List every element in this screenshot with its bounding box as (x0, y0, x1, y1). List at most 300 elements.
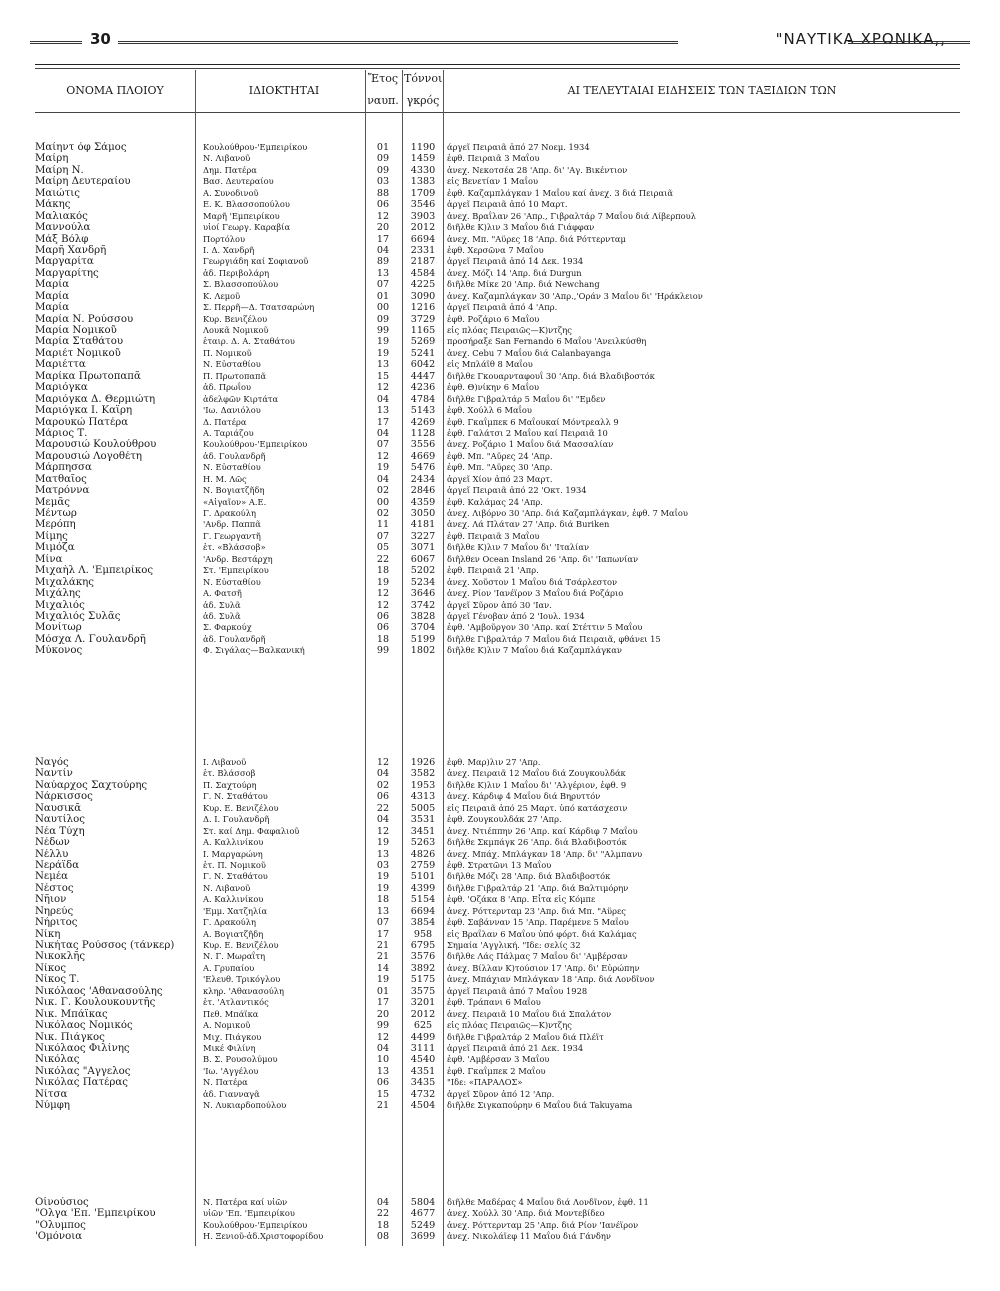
year-built: 15 (376, 370, 390, 382)
ship-name: Νίκη (35, 928, 61, 940)
year-built: 00 (376, 496, 390, 508)
owner: Α. Γρυπαίου (203, 962, 255, 973)
gross-tons: 4826 (410, 848, 436, 860)
latest-news: ἀργεῖ Πειραιᾶ ἀπό 10 Μαρτ. (447, 199, 568, 210)
table-row (35, 554, 960, 565)
ship-name: Μαρία Ν. Ρούσσου (35, 313, 134, 325)
table-row (35, 634, 960, 645)
ship-name: Μαννούλα (35, 222, 91, 234)
owner: Α. Συνοδινοῦ (203, 187, 259, 198)
gross-tons: 3227 (410, 530, 436, 542)
year-built: 09 (376, 313, 390, 325)
year-built: 12 (376, 450, 390, 462)
gross-tons: 4784 (410, 393, 436, 405)
gross-tons: 4236 (410, 382, 436, 394)
ship-name: Νῆιον (35, 894, 67, 906)
latest-news: ἀργεῖ Γένοβαν ἀπό 2 'Ιουλ. 1934 (447, 610, 585, 621)
owner: Δ. Πατέρα (203, 416, 247, 427)
table-row (35, 279, 960, 290)
gross-tons: 3699 (410, 1231, 436, 1243)
gross-tons: 4269 (410, 416, 436, 428)
owner: ἀδ. Πρωΐου (203, 382, 252, 393)
owner: ἑτ. Π. Νομικοῦ (203, 859, 266, 870)
table-row (35, 611, 960, 622)
table-row (35, 803, 960, 814)
year-built: 14 (376, 962, 390, 974)
year-built: 18 (376, 565, 390, 577)
ship-name: Νικ. Πιάγκος (35, 1031, 105, 1043)
latest-news: ἐφθ. Γκαΐμπεκ 2 Μαΐου (447, 1065, 546, 1076)
table-row (35, 485, 960, 496)
col-tons-bottom: γκρός (406, 94, 440, 107)
latest-news: ἀνεχ. Νικολάϊεφ 11 Μαΐου διά Γάνδην (447, 1231, 611, 1242)
owner: Ν. Εὐσταθίου (203, 462, 261, 473)
gross-tons: 4677 (410, 1208, 436, 1220)
table-row (35, 325, 960, 336)
gross-tons: 3201 (410, 997, 436, 1009)
gross-tons: 5269 (410, 336, 436, 348)
ship-name: Μαίηντ όφ Σάμος (35, 142, 127, 153)
table-row (35, 394, 960, 405)
ship-name: Μαρουσιώ Λογοθέτη (35, 450, 142, 462)
gross-tons: 6067 (410, 553, 436, 565)
owner: Ν. Λυκιαρδοπούλου (203, 1100, 287, 1111)
latest-news: εἰς Βραΐλαν 6 Μαΐου ὑπό φόρτ. διά Καλάμας (447, 928, 637, 939)
year-built: 22 (376, 553, 390, 565)
owner: κληρ. 'Αθανασούλη (203, 985, 285, 996)
owner: Σ. Φαρκούχ (203, 622, 252, 633)
table-row (35, 768, 960, 779)
table-row (35, 1032, 960, 1043)
gross-tons: 3531 (410, 814, 436, 826)
year-built: 13 (376, 848, 390, 860)
ship-name: Μόσχα Λ. Γουλανδρῆ (35, 633, 146, 645)
gross-tons: 5241 (410, 347, 436, 359)
latest-news: ἀνεχ. Ροζάριο 1 Μαΐου διά Μασσαλίαν (447, 439, 614, 450)
year-built: 01 (376, 142, 390, 153)
table-row (35, 245, 960, 256)
owner: Ν. Λιβανοῦ (203, 882, 251, 893)
year-built: 06 (376, 791, 390, 803)
owner: Α. Βογιατζῆδη (203, 928, 264, 939)
col-news: ΑΙ ΤΕΛΕΥΤΑΙΑΙ ΕΙΔΗΣΕΙΣ ΤΩΝ ΤΑΞΙΔΙΩΝ ΤΩΝ (567, 84, 837, 97)
owner: Κυρ. Βενιζέλου (203, 313, 268, 324)
ship-name: Νικ. Μπάϊκας (35, 1008, 108, 1020)
year-built: 22 (376, 802, 390, 814)
table-header (35, 72, 960, 112)
year-built: 07 (376, 279, 390, 291)
owner: Γεωργιάδη καί Σοφιανοῦ (203, 256, 309, 267)
gross-tons: 2012 (410, 222, 436, 234)
table-row (35, 359, 960, 370)
latest-news: ἐφθ. Μαρ)λιν 27 'Απρ. (447, 757, 541, 767)
ship-name: Νικόλαος Φιλίνης (35, 1042, 130, 1054)
year-built: 02 (376, 779, 390, 791)
owner: Φ. Σιγάλας—Βαλκανική (203, 645, 305, 656)
gross-tons: 1926 (410, 757, 436, 768)
latest-news: ἀργεῖ Πειραιᾶ ἀπό 7 Μαΐου 1928 (447, 985, 588, 996)
owner: Α. Νομικοῦ (203, 1020, 251, 1031)
ship-name: Νικοκλῆς (35, 951, 86, 963)
ship-name: Ματθαῖος (35, 473, 87, 485)
year-built: 17 (376, 233, 390, 245)
table-row (35, 940, 960, 951)
latest-news: ἐφθ. Ζουγκουλδάκ 27 'Απρ. (447, 814, 562, 825)
ship-name: Μαρία (35, 290, 70, 302)
ship-name: Μιχαλιός (35, 599, 85, 611)
latest-news: ἀνεχ. Βραΐλαν 26 'Απρ., Γιβραλτάρ 7 Μαΐου διά Λίβερπουλ (447, 210, 696, 221)
latest-news: διῆλθε Σκμπάγκ 26 'Απρ. διά Βλαδιβοστόκ (447, 837, 627, 848)
ship-name: Μαρία Σταθάτου (35, 336, 124, 348)
table-row (35, 588, 960, 599)
latest-news: διῆλθε Γιβραλτάρ 21 'Απρ. διά Βαλτιμόρην (447, 882, 629, 893)
table-row (35, 645, 960, 656)
year-built: 07 (376, 439, 390, 451)
owner: Κυρ. Ε. Βενιζέλου (203, 802, 279, 813)
year-built: 22 (376, 1208, 390, 1220)
latest-news: ἀργεῖ Πειραιᾶ ἀπό 21 Δεκ. 1934 (447, 1042, 584, 1053)
owner: 'Ιω. Δανιόλου (203, 405, 261, 416)
owner: Κουλούθρου-'Εμπειρίκου (203, 439, 308, 450)
year-built: 06 (376, 622, 390, 634)
gross-tons: 6694 (410, 233, 436, 245)
table-row (35, 600, 960, 611)
latest-news: ἀνεχ. Ντιέππην 26 'Απρ. καί Κάρδιφ 7 Μαΐου (447, 825, 638, 836)
owner: Στ. καί Δημ. Φαφαλιοῦ (203, 825, 300, 836)
latest-news: διῆλθε Σιγκαπούρην 6 Μαΐου διά Takuyama (447, 1100, 633, 1111)
gross-tons: 3546 (410, 199, 436, 211)
table-row (35, 188, 960, 199)
ship-name: Μαλιακός (35, 210, 88, 222)
year-built: 12 (376, 757, 390, 768)
ship-name: Μεμᾶς (35, 496, 70, 508)
ship-name: Μιχαὴλ Λ. 'Εμπειρίκος (35, 565, 154, 577)
year-built: 19 (376, 336, 390, 348)
owner: 'Εμμ. Χατζηλία (203, 905, 268, 916)
owner: ἀδ. Γουλανδρῆ (203, 633, 266, 644)
table-row (35, 462, 960, 473)
year-built: 17 (376, 928, 390, 940)
ship-name: Νικόλαος 'Αθανασούλης (35, 985, 163, 997)
ship-name: Νεμέα (35, 871, 68, 883)
latest-news: ἀνεχ. Βίλλαν Κ)τούσιον 17 'Απρ. δι' Εὐρώπην (447, 962, 640, 973)
latest-news: "Ιδε: «ΠΑΡΑΛΟΣ» (447, 1077, 523, 1088)
ship-name: Μαρουσιώ Κουλούθρου (35, 439, 157, 451)
latest-news: διῆλθε Κ)λιν 1 Μαΐου δι' 'Αλγέριον, ἐφθ. 9 (447, 779, 627, 790)
year-built: 19 (376, 974, 390, 986)
year-built: 17 (376, 416, 390, 428)
ship-name: Μάξ Βόλφ (35, 233, 89, 245)
gross-tons: 4499 (410, 1031, 436, 1043)
year-built: 01 (376, 985, 390, 997)
latest-news: ἐφθ. Σαβάνναν 15 'Απρ. Παρέμενε 5 Μαΐου (447, 917, 629, 928)
gross-tons: 4584 (410, 267, 436, 279)
table-row (35, 256, 960, 267)
gross-tons: 1383 (410, 176, 436, 188)
year-built: 07 (376, 530, 390, 542)
table-row (35, 1197, 960, 1208)
gross-tons: 2846 (410, 485, 436, 497)
owner: Ε. Κ. Βλασσοπούλου (203, 199, 290, 210)
table-row (35, 997, 960, 1008)
ship-name: "Ολυμπος (35, 1219, 86, 1231)
year-built: 13 (376, 1065, 390, 1077)
table-row (35, 222, 960, 233)
latest-news: διῆλθεν Ocean Insland 26 'Απρ. δι' 'Ιαπωνίαν (447, 553, 639, 564)
table-row (35, 439, 960, 450)
year-built: 15 (376, 1088, 390, 1100)
latest-news: ἐφθ. Ροζάριο 6 Μαΐου (447, 313, 540, 324)
gross-tons: 5804 (410, 1197, 436, 1208)
ship-name: Νέα Τύχη (35, 825, 85, 837)
latest-news: εἰς Βενετίαν 1 Μαΐου (447, 176, 539, 187)
ship-name: Ναγός (35, 757, 69, 768)
year-built: 12 (376, 825, 390, 837)
gross-tons: 5202 (410, 565, 436, 577)
owner: «Αἰγαῖον» Α.Ε. (203, 496, 267, 507)
ship-name: Μαριόγκα (35, 382, 88, 394)
owner: Ι. Λιβανοῦ (203, 757, 247, 767)
year-built: 08 (376, 1231, 390, 1243)
latest-news: ἐφθ. Θ)νίκην 6 Μαΐου (447, 382, 540, 393)
owner: ἑτ. Βλάσσοβ (203, 768, 256, 779)
ship-name: Νίτσα (35, 1088, 68, 1100)
gross-tons: 3903 (410, 210, 436, 222)
year-built: 21 (376, 951, 390, 963)
owner: Η. Μ. Λῶς (203, 473, 247, 484)
year-built: 06 (376, 610, 390, 622)
gross-tons: 5263 (410, 837, 436, 849)
running-header (30, 30, 970, 52)
latest-news: ἀνεχ. Μπάχ. Μπλάγκαν 18 'Απρ. δι' "Αλμπανυ (447, 848, 643, 859)
latest-news: ἐφθ. Πειραιᾶ 21 'Απρ. (447, 565, 539, 576)
owner: Μικέ Φιλίνη (203, 1042, 256, 1053)
gross-tons: 2331 (410, 244, 436, 256)
latest-news: διῆλθε Μόζι 28 'Απρ. διά Βλαδιβοστόκ (447, 871, 611, 882)
gross-tons: 1709 (410, 187, 436, 199)
latest-news: εἰς Πειραιᾶ ἀπό 25 Μαρτ. ὑπό κατάσχεσιν (447, 802, 628, 813)
owner: υἱοί Γεωργ. Καραβία (203, 222, 291, 233)
latest-news: διῆλθε Μίκε 20 'Απρ. διά Newchang (447, 279, 600, 290)
owner: Ν. Λιβανοῦ (203, 153, 251, 164)
ship-name: 'Ομόνοια (35, 1231, 83, 1243)
latest-news: εἰς Μπλάϊθ 8 Μαΐου (447, 359, 533, 370)
table-row (35, 757, 960, 768)
ship-name: Μαρῆ Χανδρῆ (35, 244, 107, 256)
year-built: 04 (376, 244, 390, 256)
owner: Α. Ταριάζου (203, 427, 254, 438)
owner: Π. Πρωτοπαπᾶ (203, 370, 267, 381)
ship-name: Νύμφη (35, 1100, 70, 1112)
gross-tons: 4313 (410, 791, 436, 803)
gross-tons: 5234 (410, 576, 436, 588)
latest-news: ἀνεχ. Ρόττερνταμ 23 'Απρ. διά Μπ. "Αϋρες (447, 905, 626, 916)
table-row (35, 268, 960, 279)
table-row (35, 1220, 960, 1231)
gross-tons: 3646 (410, 588, 436, 600)
group-m (35, 142, 960, 657)
gross-tons: 4504 (410, 1100, 436, 1112)
table-row (35, 951, 960, 962)
latest-news: ἀνεχ. Cebu 7 Μαΐου διά Calanbayanga (447, 347, 611, 358)
owner: Π. Σαχτούρη (203, 779, 257, 790)
year-built: 04 (376, 1042, 390, 1054)
latest-news: ἐφθ. Τράπανι 6 Μαΐου (447, 997, 541, 1008)
table-row (35, 371, 960, 382)
latest-news: ἐφθ. Καζαμπλάγκαν 1 Μαΐου καί ἀνεχ. 3 διά Πειραιᾶ (447, 187, 673, 198)
year-built: 05 (376, 542, 390, 554)
ship-name: Μιχαλάκης (35, 576, 94, 588)
owner: Κυρ. Ε. Βενιζέλου (203, 940, 279, 950)
latest-news: διῆλθε Λάς Πάλμας 7 Μαΐου δι' 'Αμβέρσαν (447, 951, 628, 962)
gross-tons: 4669 (410, 450, 436, 462)
table-row (35, 577, 960, 588)
gross-tons: 5199 (410, 633, 436, 645)
year-built: 12 (376, 210, 390, 222)
gross-tons: 1459 (410, 153, 436, 165)
latest-news: ἀνεχ. Χοῦστον 1 Μαΐου διά Τσάρλεστον (447, 576, 618, 587)
owner: Πεθ. Μπάϊκα (203, 1008, 259, 1019)
owner: Κ. Λεμοῦ (203, 290, 241, 301)
year-built: 21 (376, 940, 390, 951)
owner: Ν. Βογιατζῆδη (203, 485, 265, 496)
gross-tons: 1165 (410, 325, 436, 336)
year-built: 10 (376, 1054, 390, 1066)
table-row (35, 986, 960, 997)
owner: ἑταιρ. Δ. Α. Σταθάτου (203, 336, 295, 347)
gross-tons: 3576 (410, 951, 436, 963)
latest-news: εἰς πλόας Πειραιῶς—Κ)ντζης (447, 1020, 572, 1031)
year-built: 13 (376, 405, 390, 417)
owner: ἑτ. 'Ατλαντικός (203, 997, 269, 1008)
owner: Λουκᾶ Νομικοῦ (203, 325, 269, 335)
ship-name: Νεράϊδα (35, 859, 80, 871)
table-row (35, 176, 960, 187)
latest-news: ἐφθ. Στρατῶνι 13 Μαΐου (447, 859, 552, 870)
latest-news: ἀργεῖ Χίον ἀπό 23 Μαρτ. (447, 473, 553, 484)
latest-news: ἐφθ. 'Αμβοῦργον 30 'Απρ. καί Στέττιν 5 Μαΐου (447, 622, 643, 633)
group-n (35, 757, 960, 1112)
year-built: 01 (376, 290, 390, 302)
table-row (35, 1089, 960, 1100)
gross-tons: 6042 (410, 359, 436, 371)
latest-news: ἐφθ. Χούλλ 6 Μαΐου (447, 405, 532, 416)
ship-name: Μαριόγκα Δ. Θερμιώτη (35, 393, 156, 405)
owner: Γ. Γεωργαντῆ (203, 530, 261, 541)
year-built: 18 (376, 894, 390, 906)
latest-news: ἀργεῖ Σῦρον ἀπό 12 'Απρ. (447, 1088, 555, 1099)
table-row (35, 165, 960, 176)
table-row (35, 849, 960, 860)
ship-name: Νέδων (35, 837, 70, 849)
ship-name: Μαίρη Δευτεραίου (35, 176, 131, 188)
col-year-top: Ἔτος (368, 72, 398, 85)
latest-news: ἐφθ. Χερσῶνα 7 Μαΐου (447, 244, 544, 255)
latest-news: ἀνεχ. Καζαμπλάγκαν 30 'Απρ.,'Οράν 3 Μαΐου δι' 'Ηράκλειον (447, 290, 703, 301)
owner: Γ. Δρακούλη (203, 508, 256, 518)
owner: Α. Καλλινίκου (203, 837, 264, 848)
latest-news: ἀνεχ. Ρίον 'Ιανέϊρον 3 Μαΐου διά Ροζάριο (447, 588, 624, 599)
table-row (35, 336, 960, 347)
year-built: 06 (376, 199, 390, 211)
table-row (35, 497, 960, 508)
ship-name: Μαίρη (35, 153, 69, 165)
table-row (35, 791, 960, 802)
owner: Ι. Δ. Χανδρῆ (203, 244, 255, 255)
table-row (35, 871, 960, 882)
owner: ἀδ. Γουλανδρῆ (203, 450, 266, 461)
year-built: 21 (376, 1100, 390, 1112)
gross-tons: 2759 (410, 859, 436, 871)
year-built: 18 (376, 633, 390, 645)
ship-name: Νηρεύς (35, 905, 74, 917)
gross-tons: 4732 (410, 1088, 436, 1100)
gross-tons: 3111 (410, 1042, 436, 1054)
year-built: 04 (376, 1197, 390, 1208)
gross-tons: 5249 (410, 1219, 436, 1231)
ship-name: Οἰνούσιος (35, 1197, 89, 1208)
ship-name: "Ολγα 'Επ. 'Εμπειρίκου (35, 1208, 156, 1220)
latest-news: διῆλθε Κ)λιν 7 Μαΐου δι' 'Ιταλίαν (447, 542, 590, 553)
year-built: 04 (376, 814, 390, 826)
gross-tons: 6795 (410, 940, 436, 951)
owner: Κουλούθρου-'Εμπειρίκου (203, 1219, 308, 1230)
year-built: 02 (376, 485, 390, 497)
table-row (35, 291, 960, 302)
gross-tons: 5101 (410, 871, 436, 883)
gross-tons: 3556 (410, 439, 436, 451)
year-built: 11 (376, 519, 390, 531)
latest-news: ἐφθ. Πειραιᾶ 3 Μαΐου (447, 530, 540, 541)
latest-news: διῆλθε Μαδέρας 4 Μαΐου διά Λονδῖνον, ἐφθ. 11 (447, 1197, 649, 1207)
latest-news: διῆλθε Γιβραλτάρ 2 Μαΐου διά Πλέϊτ (447, 1031, 604, 1042)
gross-tons: 1128 (410, 427, 436, 439)
gross-tons: 3451 (410, 825, 436, 837)
gross-tons: 3575 (410, 985, 436, 997)
year-built: 04 (376, 473, 390, 485)
ship-name: Νικόλας "Αγγελος (35, 1065, 131, 1077)
owner: Γ. Ν. Σταθάτου (203, 871, 268, 882)
ship-name: Μαριόγκα Ι. Καΐρη (35, 405, 133, 417)
latest-news: ἐφθ. 'Οζάκα 8 'Απρ. Εἶτα εἰς Κόμπε (447, 894, 596, 905)
gross-tons: 6694 (410, 905, 436, 917)
latest-news: ἀνεχ. Μπ. "Αϋρες 18 'Απρ. διά Ρόττερνταμ (447, 233, 626, 244)
latest-news: ἀνεχ. Νεκοτσέα 28 'Απρ. δι' 'Αγ. Βικέντιον (447, 164, 628, 175)
table-row (35, 211, 960, 222)
ship-name: Μαργαρίτης (35, 267, 99, 279)
owner: ἑτ. «Βλάσσοβ» (203, 542, 266, 553)
gross-tons: 4351 (410, 1065, 436, 1077)
ship-name: Μαρίκα Πρωτοπαπᾶ (35, 370, 141, 382)
latest-news: ἀνεχ. Μόζι 14 'Απρ. διά Durgun (447, 267, 582, 278)
owner: Σ. Περρῆ—Δ. Τσατσαρώνη (203, 302, 315, 313)
table-row (35, 906, 960, 917)
ship-name: Μάριος Τ. (35, 427, 88, 439)
owner: Δ. Ι. Γουλανδρῆ (203, 814, 270, 825)
owner: Α. Φατσῆ (203, 588, 242, 599)
owner: ἀδ. Συλᾶ (203, 610, 241, 621)
year-built: 07 (376, 917, 390, 929)
year-built: 20 (376, 1008, 390, 1020)
gross-tons: 3090 (410, 290, 436, 302)
gross-tons: 1802 (410, 645, 436, 657)
year-built: 03 (376, 176, 390, 188)
table-row (35, 348, 960, 359)
ship-name: Νίκος Τ. (35, 974, 80, 986)
latest-news: ἐφθ. Πειραιᾶ 3 Μαΐου (447, 153, 540, 164)
table-row (35, 519, 960, 530)
ship-name: Ναύαρχος Σαχτούρης (35, 779, 148, 791)
